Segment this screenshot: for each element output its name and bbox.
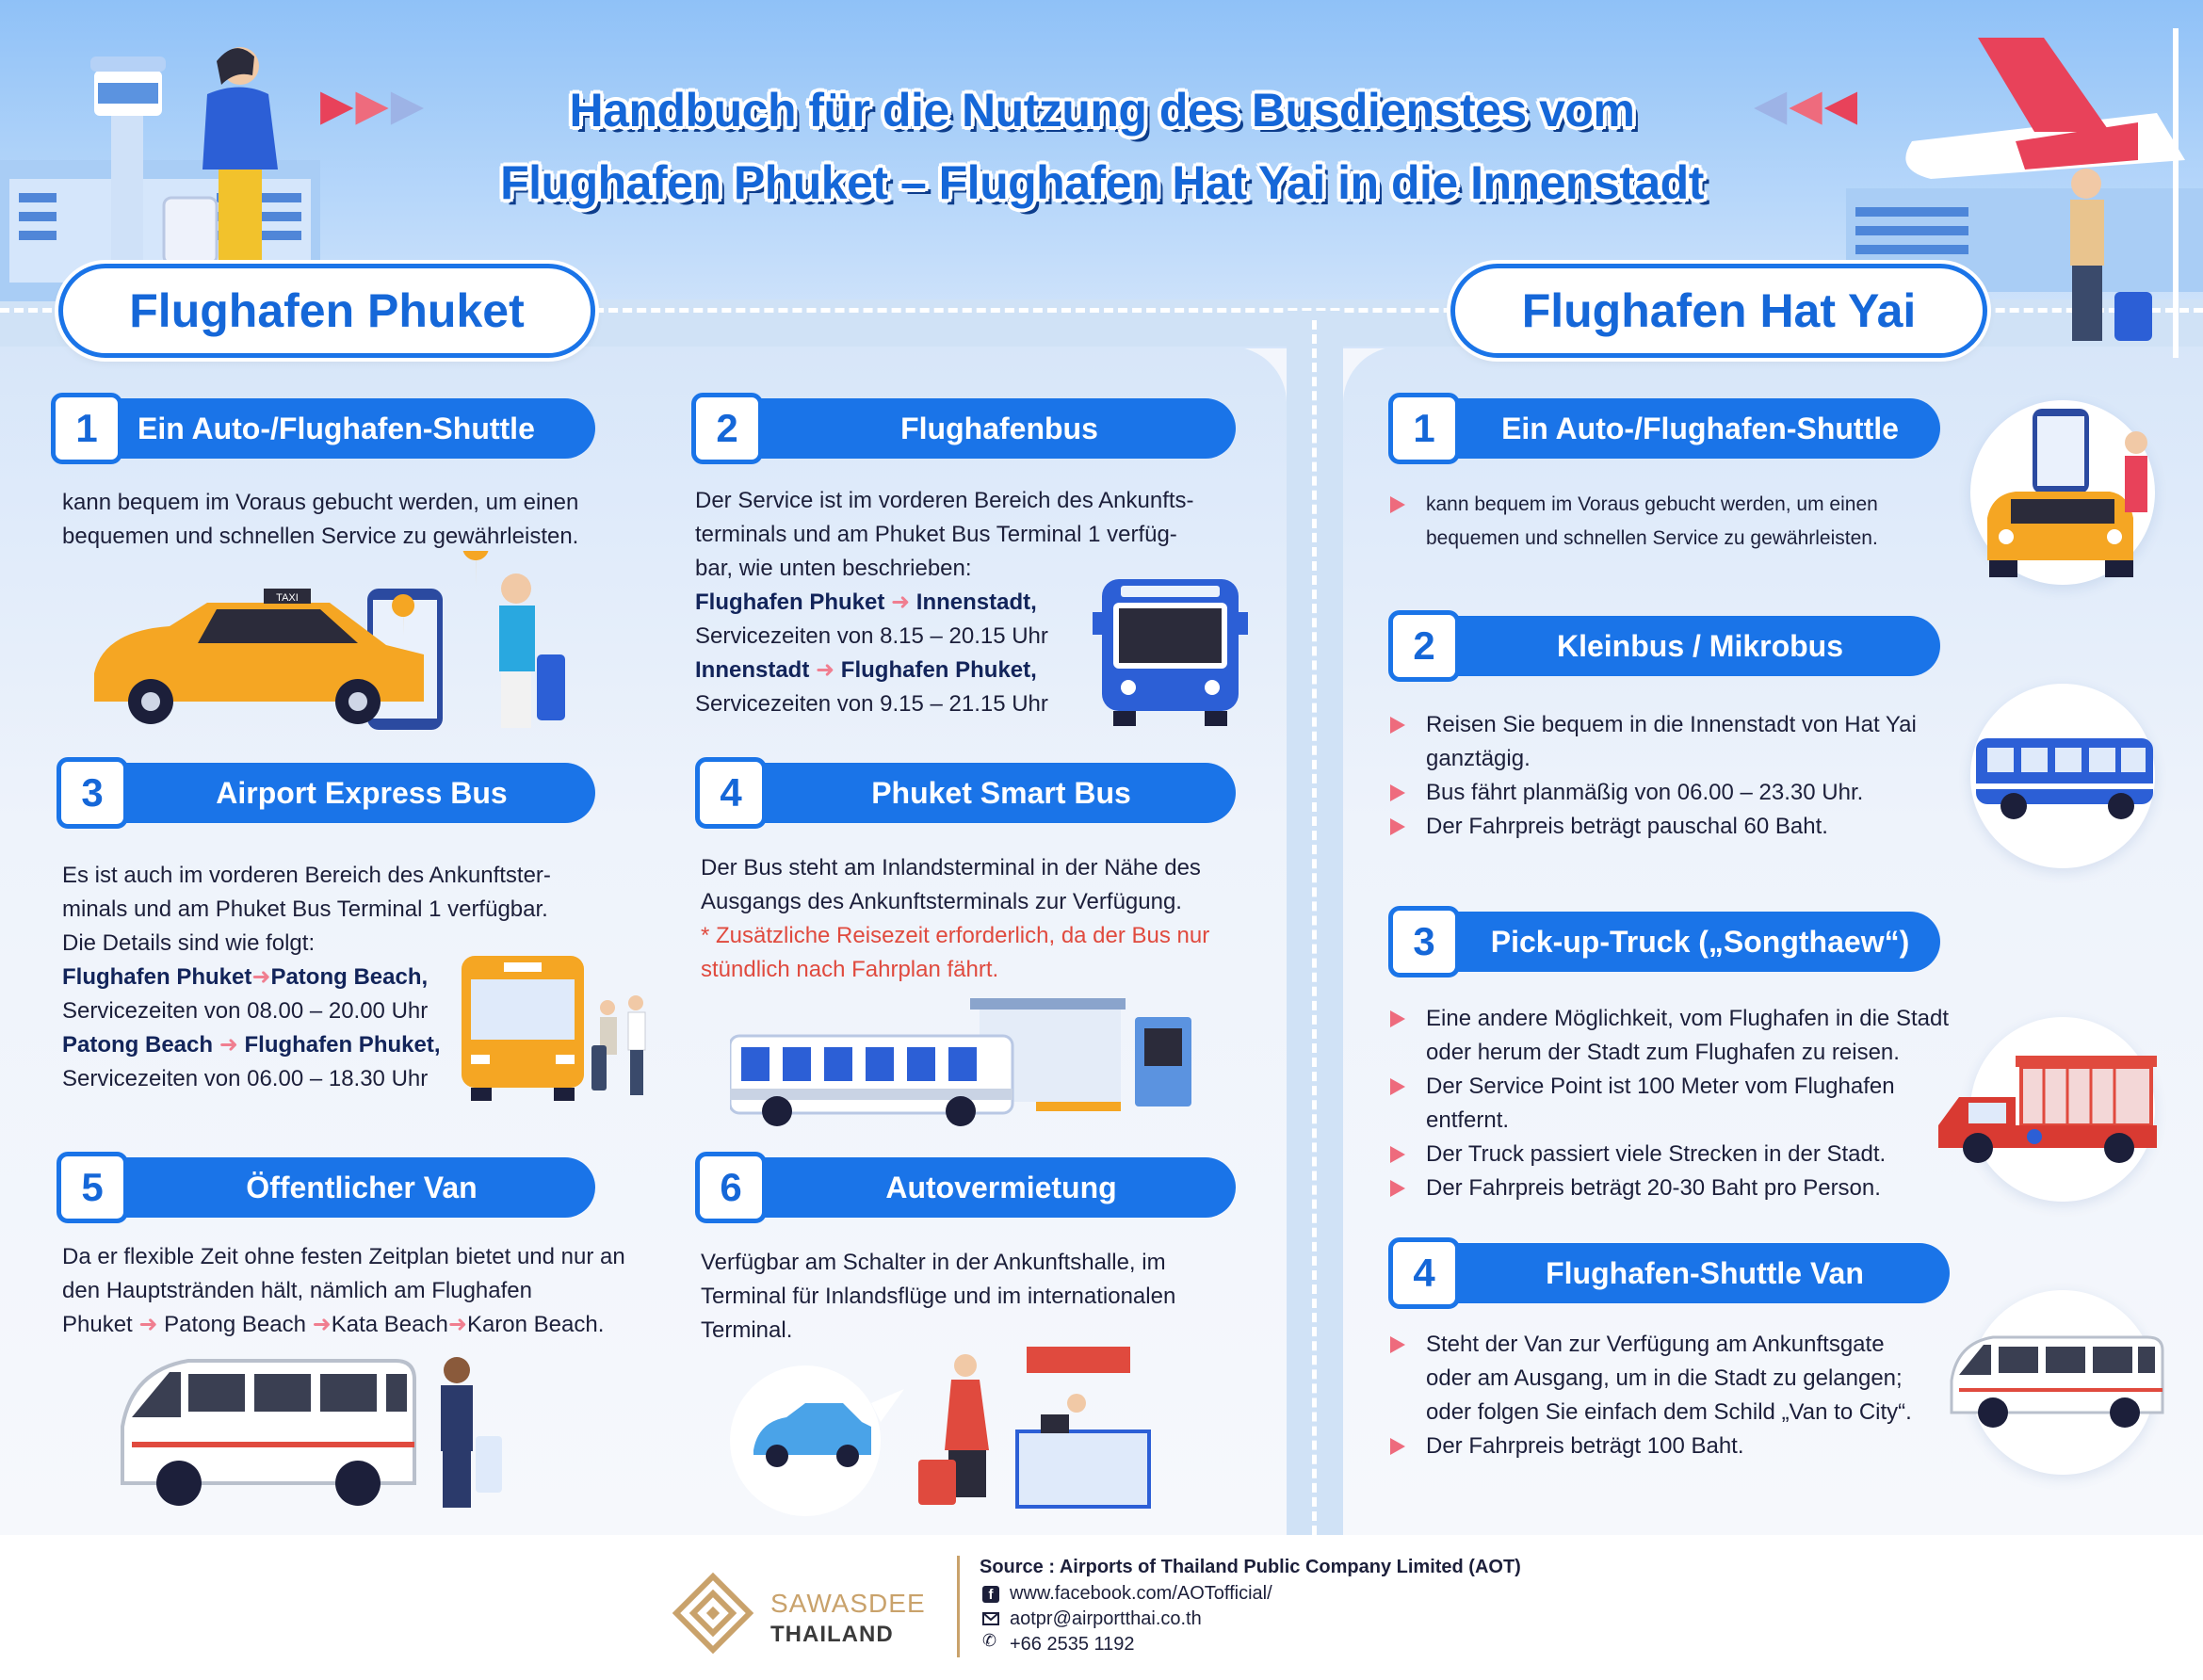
- section-title: Öffentlicher Van: [246, 1170, 478, 1204]
- smart-bus-stop-illustration: [730, 998, 1206, 1130]
- hatyai-section-4-header: [1394, 1243, 1950, 1303]
- arrow-right-icon: ➜: [219, 1032, 238, 1058]
- phuket-section-5-text: Da er flexible Zeit ohne festen Zeitplan bietet und nur an den Hauptstränden hält, nämlich am Flughafen Phuket ➜ Patong Beach ➜Kata Beach➜Karon Beach.: [62, 1244, 625, 1337]
- section-number-badge: 4: [1388, 1237, 1460, 1309]
- traveler-woman-illustration: [151, 38, 301, 264]
- hatyai-section-2-text: Reisen Sie bequem in die Innenstadt von Hat Yai ganztägig. Bus fährt planmäßig von 06.00 – 23.30 Uhr. Der Fahrpreis beträgt pauschal 60 Baht.: [1388, 708, 1972, 844]
- footer-facebook-link[interactable]: www.facebook.com/AOTofficial/: [1010, 1583, 1272, 1604]
- facebook-icon: f: [982, 1586, 999, 1603]
- section-number-badge: 3: [57, 757, 128, 829]
- phuket-section-6-header: [701, 1157, 1236, 1218]
- footer-source: Source : Airports of Thailand Public Company Limited (AOT): [980, 1557, 1521, 1577]
- title-arrows-right: ◀◀◀: [1754, 80, 1860, 129]
- arrow-right-icon: ➜: [251, 964, 271, 990]
- phuket-section-3-header: [62, 763, 595, 823]
- arrow-right-icon: ➜: [891, 590, 911, 615]
- taxi-front-illustration: [1968, 405, 2157, 584]
- phuket-section-5-header: [62, 1157, 595, 1218]
- page-title-line-2: Flughafen Phuket – Flughafen Hat Yai in die Innenstadt: [500, 156, 1704, 209]
- taxi-booking-illustration: [85, 551, 593, 739]
- section-number-badge: 1: [1388, 393, 1460, 464]
- section-title: Airport Express Bus: [216, 775, 508, 810]
- footer-phone: +66 2535 1192: [1010, 1634, 1135, 1655]
- title-arrows-left: ▶▶▶: [320, 80, 427, 129]
- vertical-road-dash-line: [1312, 320, 1317, 1535]
- section-title: Ein Auto-/Flughafen-Shuttle: [1501, 411, 1899, 445]
- hatyai-section-4-text: Steht der Van zur Verfügung am Ankunftsgate oder am Ausgang, um in die Stadt zu gelangen; oder folgen Sie einfach dem Schild „Van to City“. Der Fahrpreis beträgt 100 Baht.: [1388, 1328, 1972, 1463]
- footer-divider: [957, 1556, 960, 1657]
- hatyai-section-3-text: Eine andere Möglichkeit, vom Flughafen in die Stadt oder herum der Stadt zum Flughafen zu reisen. Der Service Point ist 100 Meter vom Flughafen entfernt. Der Truck passiert viele Strecken in der Stadt. Der Fahrpreis beträgt 20-30 Baht pro Person.: [1388, 1002, 1972, 1205]
- phuket-section-1-text: kann bequem im Voraus gebucht werden, um einen bequemen und schnellen Service zu gewährleisten.: [62, 490, 579, 549]
- phuket-section-2-header: [697, 398, 1236, 459]
- hatyai-airport-heading: Flughafen Hat Yai: [1450, 264, 1987, 358]
- arrow-right-icon: ➜: [816, 657, 835, 683]
- brand-name-line-1: SAWASDEE: [770, 1589, 926, 1618]
- section-number-badge: 1: [51, 393, 122, 464]
- section-title: Autovermietung: [885, 1170, 1117, 1204]
- shuttle-van-illustration: [1946, 1328, 2172, 1431]
- phuket-section-6-text: Verfügbar am Schalter in der Ankunftshalle, im Terminal für Inlandsflüge und im internationalen Terminal.: [701, 1250, 1176, 1343]
- arrow-right-icon: ➜: [138, 1312, 158, 1337]
- hatyai-section-3-header: [1394, 912, 1940, 972]
- hatyai-section-1-text: kann bequem im Voraus gebucht werden, um einen bequemen und schnellen Service zu gewährleisten.: [1388, 488, 1953, 556]
- section-title: Phuket Smart Bus: [871, 775, 1131, 810]
- arrow-right-icon: ➜: [447, 1312, 467, 1337]
- arrow-right-icon: ➜: [312, 1312, 332, 1337]
- section-number-badge: 3: [1388, 906, 1460, 977]
- footer-email-link[interactable]: aotpr@airportthai.co.th: [1010, 1608, 1202, 1629]
- car-rental-illustration: [730, 1347, 1163, 1516]
- section-title: Ein Auto-/Flughafen-Shuttle: [138, 411, 535, 445]
- section-number-badge: 4: [695, 757, 767, 829]
- phuket-section-4-text: Der Bus steht am Inlandsterminal in der Nähe des Ausgangs des Ankunftsterminals zur Verfügung. * Zusätzliche Reisezeit erforderlich, da der Bus nur stündlich nach Fahrplan fährt.: [701, 855, 1210, 982]
- section-title: Flughafenbus: [900, 411, 1098, 445]
- section-number-badge: 2: [1388, 610, 1460, 682]
- phuket-airport-heading: Flughafen Phuket: [58, 264, 595, 358]
- brand-name-line-2: THAILAND: [770, 1622, 894, 1647]
- hatyai-section-1-header: [1394, 398, 1940, 459]
- section-number-badge: 5: [57, 1152, 128, 1223]
- sawasdee-thailand-logo-icon: [671, 1571, 755, 1656]
- phuket-section-4-header: [701, 763, 1236, 823]
- phone-icon: ✆: [982, 1631, 997, 1650]
- phuket-section-2-text: Der Service ist im vorderen Bereich des Ankunfts- terminals und am Phuket Bus Terminal 1 verfüg- bar, wie unten beschrieben: Flughafen Phuket ➜ Innenstadt, Servicezeiten von 8.15 – 20.15 Uhr Innenstadt ➜ Flughafen Phuket, Servicezeiten von 9.15 – 21.15 Uhr: [695, 488, 1194, 717]
- svg-text:TAXI: TAXI: [276, 592, 299, 604]
- page-title-line-1: Handbuch für die Nutzung des Busdienstes vom: [569, 84, 1635, 137]
- section-title: Flughafen-Shuttle Van: [1546, 1255, 1864, 1290]
- section-title: Kleinbus / Mikrobus: [1556, 628, 1844, 663]
- express-bus-illustration: [452, 951, 659, 1102]
- email-icon: [982, 1612, 999, 1625]
- section-number-badge: 2: [691, 393, 763, 464]
- minibus-illustration: [1970, 725, 2159, 829]
- phuket-section-1-header: [57, 398, 595, 459]
- public-van-illustration: [113, 1351, 509, 1511]
- section-title: Pick-up-Truck („Songthaew“): [1490, 924, 1910, 959]
- phuket-section-3-text: Es ist auch im vorderen Bereich des Ankunftster- minals und am Phuket Bus Terminal 1 verfügbar. Die Details sind wie folgt: Flughafen Phuket➜Patong Beach, Servicezeiten von 08.00 – 20.00 Uhr Patong Beach ➜ Flughafen Phuket, Servicezeiten von 06.00 – 18.30 Uhr: [62, 863, 551, 1091]
- section-number-badge: 6: [695, 1152, 767, 1223]
- airport-bus-front-illustration: [1093, 574, 1248, 730]
- songthaew-truck-illustration: [1931, 1050, 2166, 1172]
- hatyai-section-2-header: [1394, 616, 1940, 676]
